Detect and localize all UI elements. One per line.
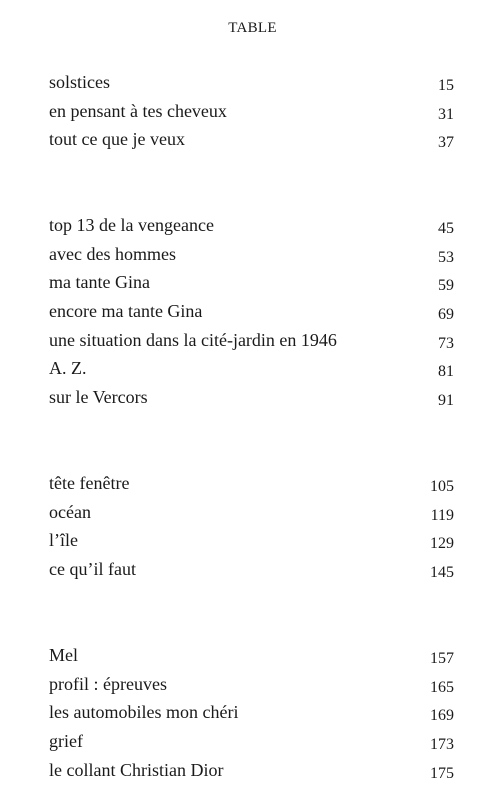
toc-entry bbox=[49, 101, 454, 130]
toc-entry-page: 91 bbox=[438, 392, 454, 410]
toc-entry bbox=[49, 129, 454, 158]
toc-entry bbox=[49, 330, 454, 359]
toc-entry bbox=[49, 674, 454, 703]
toc-entry-page: 59 bbox=[438, 277, 454, 295]
toc-entry-title: sur le Vercors bbox=[49, 387, 148, 408]
toc-entry-title: tout ce que je veux bbox=[49, 129, 185, 150]
toc-entry-page: 165 bbox=[430, 678, 454, 696]
page-title: TABLE bbox=[228, 20, 277, 36]
toc-entry bbox=[49, 272, 454, 301]
toc-entry-title: tête fenêtre bbox=[49, 473, 130, 493]
toc-entry-title: l’île bbox=[49, 530, 78, 551]
toc-entry-title: le collant Christian Dior bbox=[49, 759, 224, 780]
toc-section-3 bbox=[49, 473, 454, 588]
toc-entry-title: océan bbox=[49, 501, 91, 522]
toc-entry-title: ce qu’il faut bbox=[49, 559, 136, 580]
toc-entry-page: 45 bbox=[438, 220, 454, 237]
toc-entry-page: 145 bbox=[430, 564, 454, 582]
toc-entry bbox=[49, 731, 454, 760]
toc-entry bbox=[49, 244, 454, 273]
toc-entry-title: Mel bbox=[49, 645, 78, 665]
toc-entry-page: 53 bbox=[438, 248, 454, 266]
toc-entry bbox=[49, 502, 454, 531]
toc-section-2 bbox=[49, 215, 454, 416]
toc-entry-page: 173 bbox=[430, 736, 454, 754]
toc-entry-title: profil : épreuves bbox=[49, 673, 167, 694]
toc-entry bbox=[49, 215, 454, 244]
toc-entry-title: top 13 de la vengeance bbox=[49, 215, 214, 235]
toc-entry-page: 69 bbox=[438, 306, 454, 324]
toc-entry bbox=[49, 301, 454, 330]
toc-entry bbox=[49, 72, 454, 101]
toc-entry-page: 31 bbox=[438, 105, 454, 123]
toc-entry bbox=[49, 760, 454, 789]
toc-entry-page: 37 bbox=[438, 134, 454, 152]
toc-entry-title: les automobiles mon chéri bbox=[49, 702, 239, 723]
toc-entry-title: grief bbox=[49, 731, 83, 752]
toc-entry bbox=[49, 358, 454, 387]
toc-entry bbox=[49, 473, 454, 502]
toc-entry-title: une situation dans la cité-jardin en 1946 bbox=[49, 329, 337, 350]
toc-entry-page: 73 bbox=[438, 334, 454, 352]
toc-entry-page: 129 bbox=[430, 535, 454, 553]
toc-entry-title: avec des hommes bbox=[49, 243, 176, 264]
toc-entry-title: solstices bbox=[49, 72, 110, 92]
toc-entry-page: 15 bbox=[438, 77, 454, 94]
toc-section-1 bbox=[49, 72, 454, 158]
toc-entry bbox=[49, 702, 454, 731]
toc-entry bbox=[49, 387, 454, 416]
toc-entry-title: ma tante Gina bbox=[49, 272, 150, 293]
toc-entry-page: 157 bbox=[430, 650, 454, 667]
toc-entry-page: 119 bbox=[430, 506, 454, 524]
toc-entry bbox=[49, 530, 454, 559]
toc-entry-title: en pensant à tes cheveux bbox=[49, 100, 227, 121]
toc-entry bbox=[49, 645, 454, 674]
toc-entry-title: A. Z. bbox=[49, 358, 87, 379]
toc-entry-page: 81 bbox=[438, 363, 454, 381]
toc-entry bbox=[49, 559, 454, 588]
toc-entry-page: 175 bbox=[430, 764, 454, 782]
toc-entry-page: 105 bbox=[430, 478, 454, 495]
toc-entry-page: 169 bbox=[430, 707, 454, 725]
toc-section-4 bbox=[49, 645, 454, 788]
toc-entry-title: encore ma tante Gina bbox=[49, 301, 203, 322]
